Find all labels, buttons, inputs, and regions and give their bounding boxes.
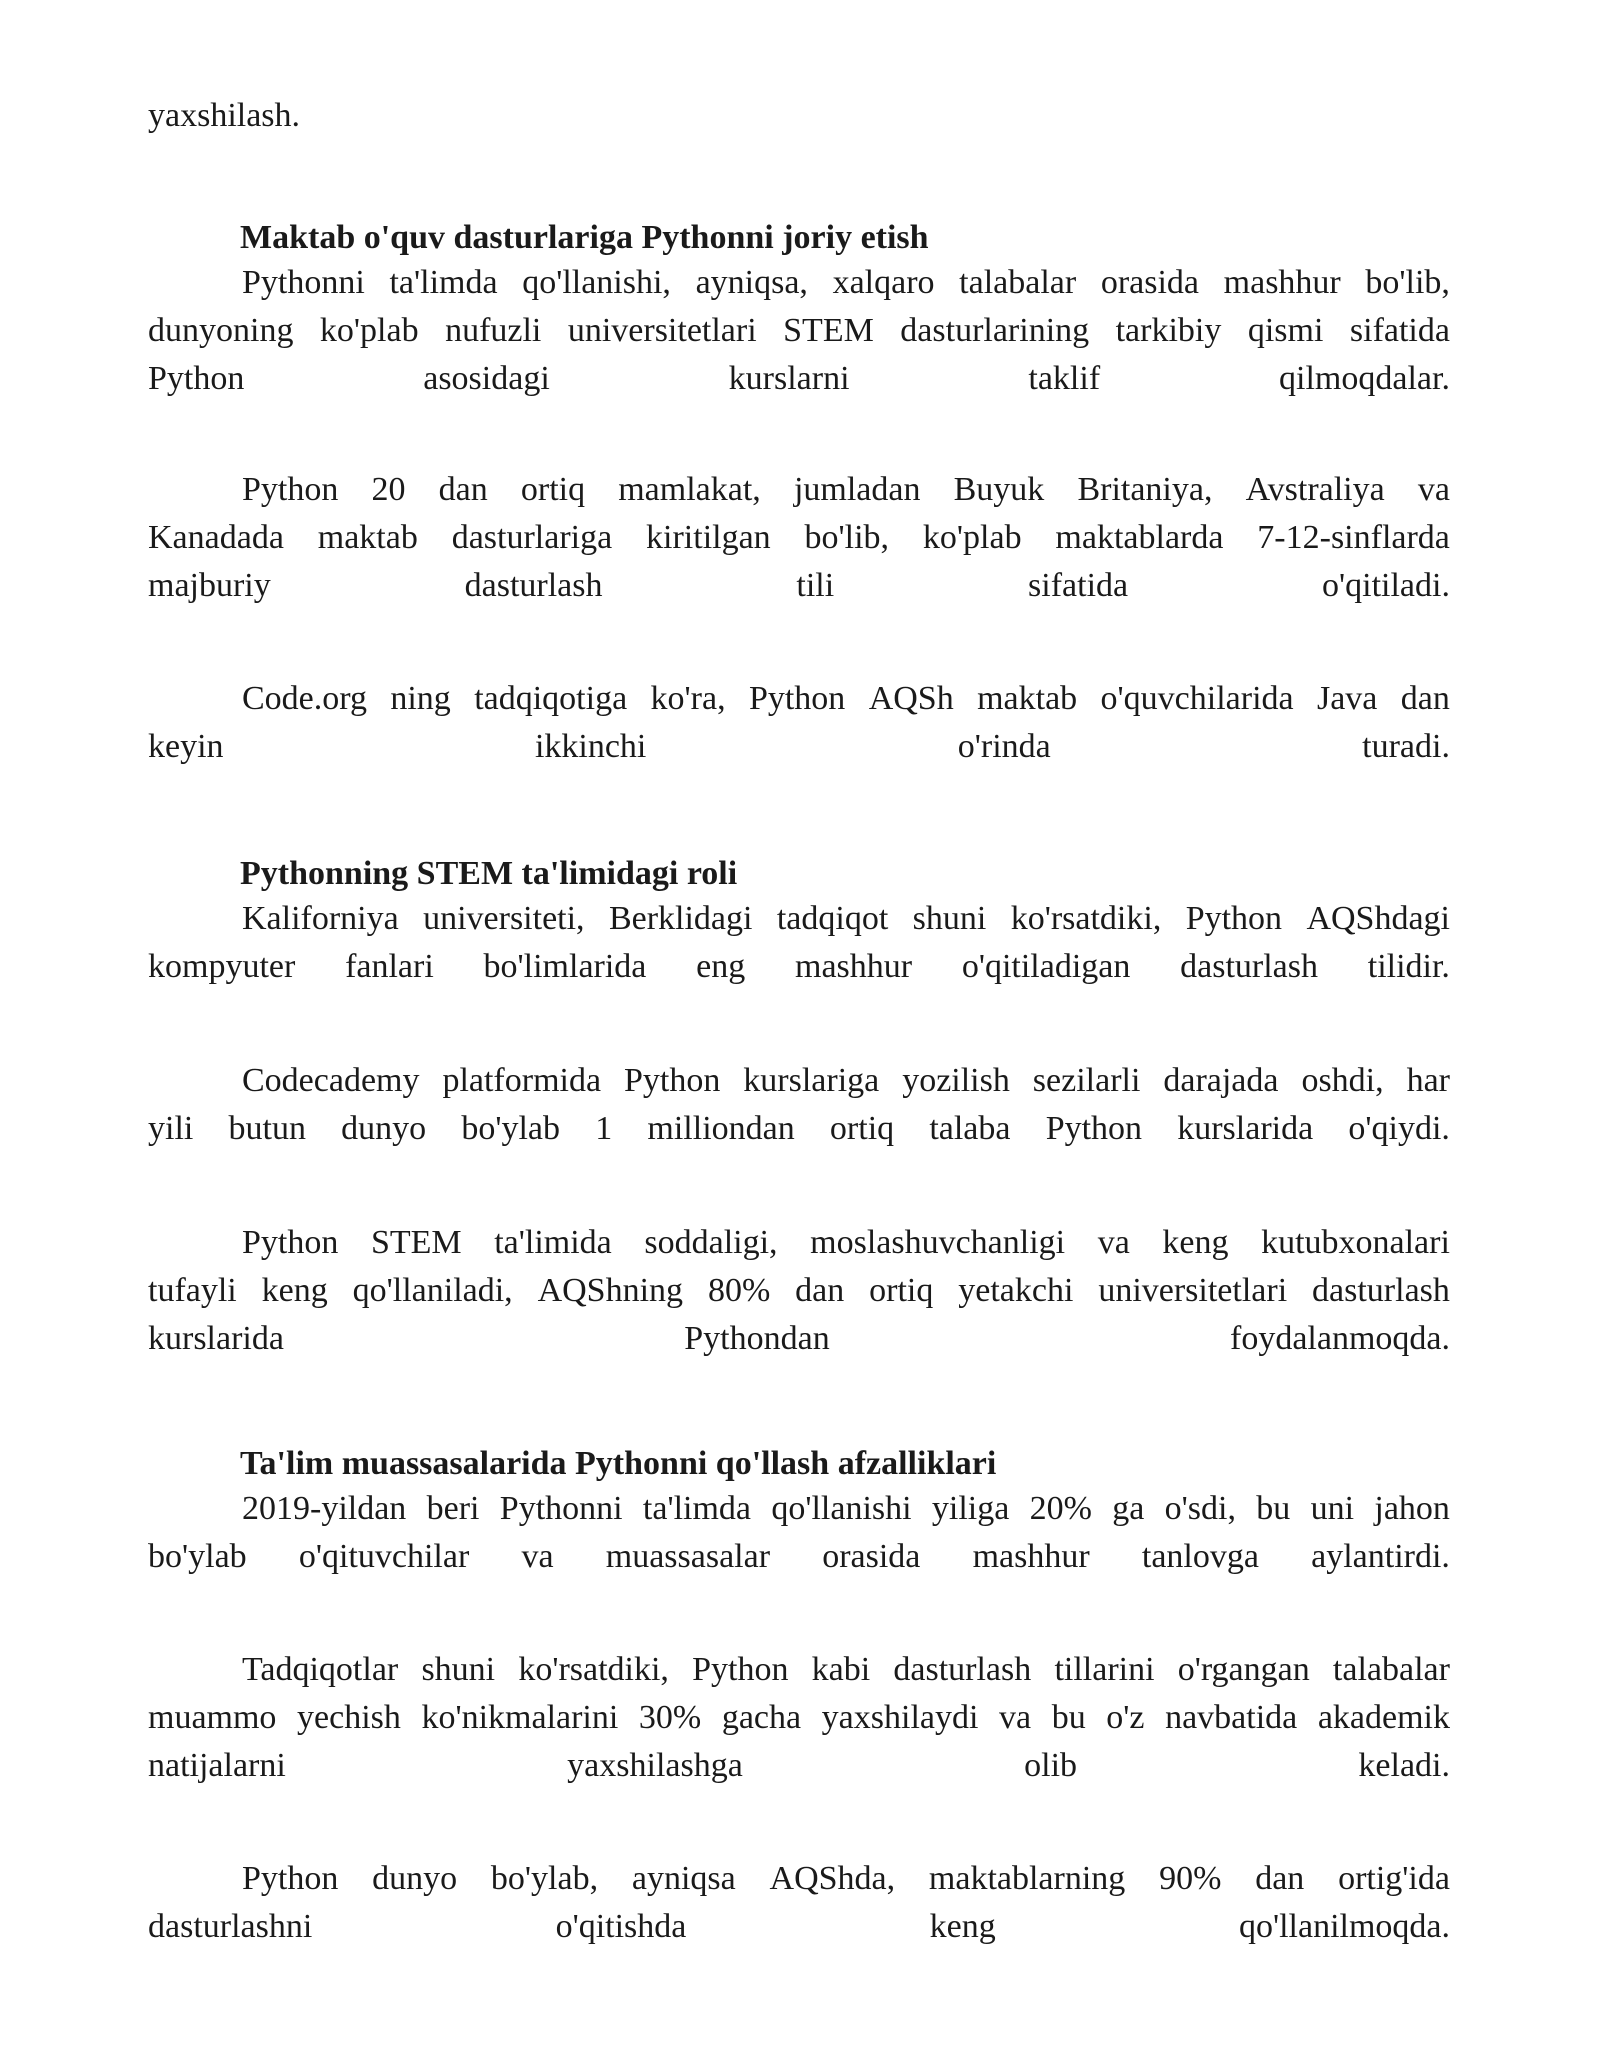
word: dan	[438, 471, 488, 508]
word: keng	[1162, 1224, 1229, 1261]
text-line	[148, 675, 1450, 723]
word: ta'limda	[642, 1490, 752, 1527]
word: ko'plab	[922, 519, 1022, 556]
word: kurslarida	[1177, 1110, 1314, 1147]
word: o'qitiladi.	[1322, 567, 1450, 604]
word: Pythondan	[684, 1320, 830, 1357]
word: tufayli	[148, 1272, 237, 1309]
word: Python	[1185, 900, 1283, 937]
word: Berklidagi	[608, 900, 753, 937]
word: bo'lib,	[804, 519, 890, 556]
word: o'qitiladigan	[961, 948, 1131, 985]
word: Pythonni	[499, 1490, 623, 1527]
word: talabalar	[959, 264, 1077, 301]
word: gacha	[721, 1699, 802, 1736]
word: yili	[148, 1110, 194, 1147]
word: Kanadada	[148, 519, 284, 556]
word: fanlari	[345, 948, 434, 985]
word: 20%	[1029, 1490, 1092, 1527]
word: ortig'ida	[1338, 1860, 1450, 1897]
word: oshdi,	[1301, 1062, 1384, 1099]
text-line: yaxshilash.	[148, 97, 301, 134]
word: navbatida	[1165, 1699, 1298, 1736]
word: ta'limida	[494, 1224, 612, 1261]
word: Codecademy	[242, 1062, 420, 1099]
word: keladi.	[1358, 1747, 1450, 1784]
text-line	[148, 1646, 1450, 1694]
word: yozilish	[902, 1062, 1010, 1099]
word: ko'ra,	[650, 680, 726, 717]
word: tili	[796, 567, 835, 604]
word: dan	[1255, 1860, 1305, 1897]
word: maktab	[317, 519, 418, 556]
word: talabalar	[1332, 1651, 1450, 1688]
word: kabi	[811, 1651, 871, 1688]
word: AQShning	[537, 1272, 684, 1309]
word: har	[1406, 1062, 1450, 1099]
word: mashhur	[1223, 264, 1341, 301]
word: 30%	[638, 1699, 702, 1736]
word: asosidagi	[423, 360, 550, 397]
word: mashhur	[795, 948, 913, 985]
word: keng	[929, 1908, 996, 1945]
word: dasturlash	[1312, 1272, 1450, 1309]
word: ortiq	[869, 1272, 934, 1309]
word: qo'llanishi,	[522, 264, 671, 301]
word: kurslarida	[148, 1320, 284, 1357]
word: dasturlash	[1180, 948, 1318, 985]
word: shuni	[912, 900, 987, 937]
word: ayniqsa,	[695, 264, 808, 301]
word: Python	[242, 1860, 339, 1897]
word: bu	[1256, 1490, 1291, 1527]
word: ta'limda	[389, 264, 498, 301]
text-line	[148, 466, 1450, 514]
word: o'z	[1106, 1699, 1145, 1736]
word: turadi.	[1362, 728, 1450, 765]
text-line	[148, 1742, 1450, 1790]
text-line	[148, 514, 1450, 562]
word: maktablarda	[1055, 519, 1224, 556]
word: sifatida	[1028, 567, 1129, 604]
word: kutubxonalari	[1261, 1224, 1450, 1261]
word: kurslarni	[728, 360, 850, 397]
word: o'qiydi.	[1348, 1110, 1450, 1147]
word: keyin	[148, 728, 224, 765]
word: qilmoqdalar.	[1279, 360, 1450, 397]
word: ortiq	[520, 471, 586, 508]
word: ayniqsa	[631, 1860, 736, 1897]
word: va	[1417, 471, 1450, 508]
word: AQShda,	[769, 1860, 896, 1897]
word: AQSh	[868, 680, 954, 717]
word: qo'llaniladi,	[352, 1272, 513, 1309]
word: 1	[595, 1110, 613, 1147]
word: Python	[692, 1651, 789, 1688]
word: tarkibiy	[1115, 312, 1222, 349]
word: qo'llanishi	[771, 1490, 912, 1527]
text-line	[148, 1105, 1450, 1153]
text-line	[148, 1057, 1450, 1105]
word: dasturlash	[893, 1651, 1032, 1688]
word: foydalanmoqda.	[1230, 1320, 1450, 1357]
text-line	[148, 355, 1450, 403]
word: 90%	[1159, 1860, 1222, 1897]
word: Pythonni	[242, 264, 365, 301]
section-heading: Maktab o'quv dasturlariga Pythonni joriy etish	[240, 219, 929, 256]
word: jahon	[1374, 1490, 1450, 1527]
word: nufuzli	[445, 312, 542, 349]
word: o'rinda	[957, 728, 1051, 765]
word: dasturlariga	[451, 519, 613, 556]
word: eng	[696, 948, 746, 985]
word: Python	[242, 1224, 339, 1261]
word: qo'llanilmoqda.	[1238, 1908, 1450, 1945]
word: tillarini	[1054, 1651, 1155, 1688]
word: 20	[371, 471, 406, 508]
section-heading: Ta'lim muassasalarida Pythonni qo'llash afzalliklari	[240, 1445, 997, 1482]
text-line	[148, 1485, 1450, 1533]
word: darajada	[1163, 1062, 1279, 1099]
word: maktablarning	[928, 1860, 1126, 1897]
word: yechish	[297, 1699, 401, 1736]
word: Java	[1316, 680, 1378, 717]
word: Python	[242, 471, 339, 508]
word: orasida	[822, 1538, 921, 1575]
word: Python	[748, 680, 846, 717]
word: majburiy	[148, 567, 271, 604]
word: dasturlash	[464, 567, 603, 604]
word: kurslariga	[743, 1062, 880, 1099]
word: universitetlari	[1098, 1272, 1288, 1309]
word: beri	[426, 1490, 480, 1527]
word: bo'ylab	[461, 1110, 561, 1147]
text-line	[148, 259, 1450, 307]
word: mashhur	[972, 1538, 1090, 1575]
word: va	[521, 1538, 554, 1575]
word: ko'rsatdiki,	[518, 1651, 669, 1688]
word: aylantirdi.	[1311, 1538, 1450, 1575]
section-heading: Pythonning STEM ta'limidagi roli	[240, 855, 738, 892]
word: Python	[1045, 1110, 1143, 1147]
word: keng	[261, 1272, 328, 1309]
word: dasturlashni	[148, 1908, 313, 1945]
word: universitetlari	[567, 312, 757, 349]
word: orasida	[1100, 264, 1200, 301]
word: natijalarni	[148, 1747, 286, 1784]
text-line	[148, 1267, 1450, 1315]
word: moslashuvchanligi	[810, 1224, 1066, 1261]
word: qismi	[1247, 312, 1324, 349]
word: dunyo	[341, 1110, 427, 1147]
word: tilidir.	[1367, 948, 1450, 985]
word: akademik	[1317, 1699, 1450, 1736]
word: tadqiqotiga	[474, 680, 628, 717]
word: bo'ylab	[148, 1538, 247, 1575]
word: o'rgangan	[1177, 1651, 1310, 1688]
word: yiliga	[931, 1490, 1010, 1527]
word: Code.org	[242, 680, 367, 717]
text-line	[148, 1855, 1450, 1903]
text-line	[148, 895, 1450, 943]
word: o'sdi,	[1164, 1490, 1236, 1527]
word: ga	[1112, 1490, 1145, 1527]
word: o'qitishda	[555, 1908, 687, 1945]
word: o'quvchilarida	[1100, 680, 1294, 717]
word: ko'rsatdiki,	[1010, 900, 1162, 937]
word: bu	[1051, 1699, 1086, 1736]
word: muassasalar	[605, 1538, 771, 1575]
word: bo'lib,	[1365, 264, 1450, 301]
word: dunyo	[372, 1860, 458, 1897]
word: STEM	[370, 1224, 462, 1261]
word: dan	[795, 1272, 845, 1309]
word: universiteti,	[423, 900, 585, 937]
word: dunyoning	[148, 312, 294, 349]
text-line	[148, 1903, 1450, 1951]
word: kiritilgan	[646, 519, 771, 556]
word: butun	[228, 1110, 306, 1147]
text-line	[148, 723, 1450, 771]
word: kompyuter	[148, 948, 296, 985]
word: Python	[624, 1062, 721, 1099]
word: taklif	[1028, 360, 1101, 397]
word: ko'nikmalarini	[421, 1699, 619, 1736]
text-line	[148, 562, 1450, 610]
text-line	[148, 1315, 1450, 1363]
word: Python	[148, 360, 245, 397]
word: AQShdagi	[1306, 900, 1450, 937]
word: milliondan	[647, 1110, 795, 1147]
word: yetakchi	[958, 1272, 1074, 1309]
text-line	[148, 307, 1450, 355]
word: 80%	[707, 1272, 771, 1309]
word: bo'ylab,	[490, 1860, 599, 1897]
word: ko'plab	[319, 312, 419, 349]
word: va	[1097, 1224, 1130, 1261]
word: 2019-yildan	[242, 1490, 407, 1527]
word: yaxshilaydi	[821, 1699, 979, 1736]
word: tanlovga	[1141, 1538, 1259, 1575]
word: platformida	[442, 1062, 602, 1099]
word: maktab	[977, 680, 1078, 717]
word: ortiq	[829, 1110, 895, 1147]
word: xalqaro	[832, 264, 935, 301]
word: yaxshilashga	[567, 1747, 743, 1784]
word: dasturlarining	[900, 312, 1090, 349]
word: 7-12-sinflarda	[1257, 519, 1450, 556]
word: Avstraliya	[1245, 471, 1385, 508]
text-line	[148, 1694, 1450, 1742]
word: shuni	[421, 1651, 496, 1688]
word: soddaligi,	[644, 1224, 778, 1261]
word: STEM	[783, 312, 874, 349]
word: mamlakat,	[618, 471, 761, 508]
word: ning	[390, 680, 451, 717]
word: sifatida	[1349, 312, 1450, 349]
word: Britaniya,	[1077, 471, 1213, 508]
word: bo'limlarida	[483, 948, 647, 985]
word: talaba	[929, 1110, 1011, 1147]
word: muammo	[148, 1699, 277, 1736]
word: tadqiqot	[776, 900, 889, 937]
word: sezilarli	[1032, 1062, 1141, 1099]
word: o'qituvchilar	[298, 1538, 470, 1575]
word: va	[999, 1699, 1032, 1736]
text-line	[148, 1533, 1450, 1581]
word: jumladan	[793, 471, 921, 508]
word: ikkinchi	[534, 728, 647, 765]
word: olib	[1024, 1747, 1078, 1784]
word: Kaliforniya	[242, 900, 399, 937]
word: dan	[1400, 680, 1450, 717]
word: Buyuk	[953, 471, 1045, 508]
word: Tadqiqotlar	[242, 1651, 399, 1688]
text-line	[148, 1219, 1450, 1267]
text-line	[148, 943, 1450, 991]
word: uni	[1310, 1490, 1355, 1527]
